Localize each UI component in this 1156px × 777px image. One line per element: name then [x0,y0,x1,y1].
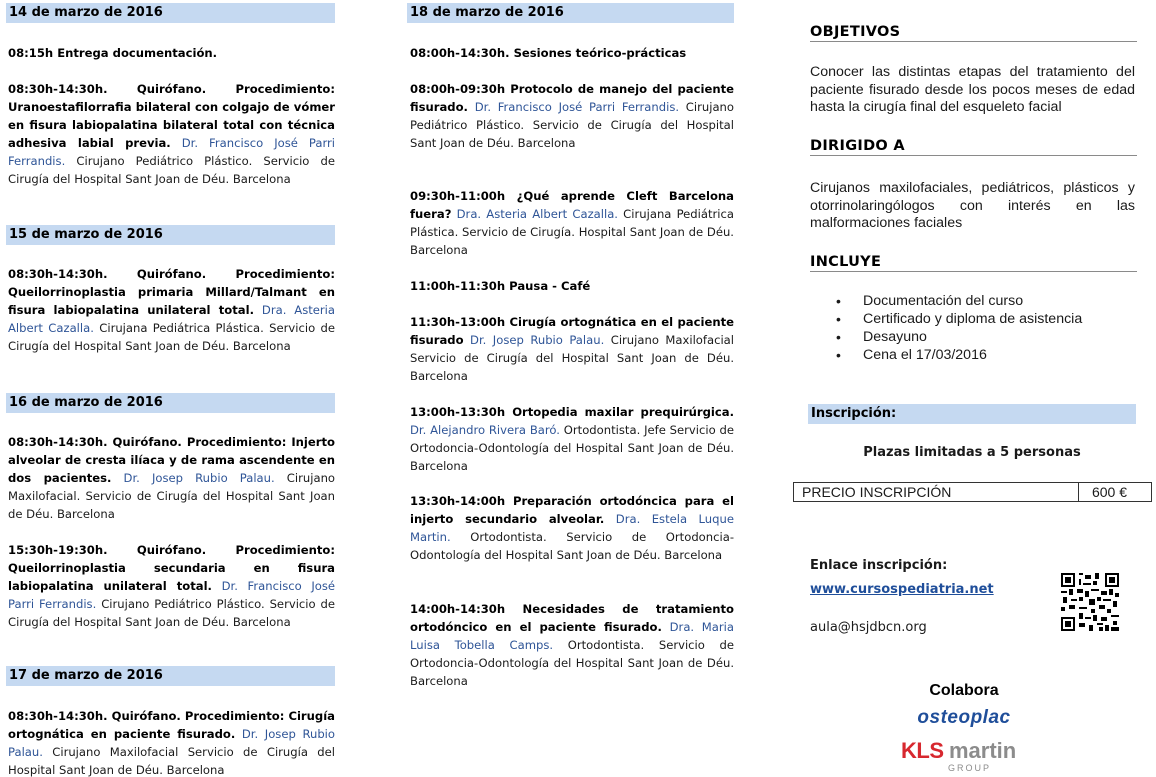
event-title: 08:30h-14:30h. Quirófano. Procedimiento: Uranoestafilorrafia bilateral con colgajo de vómer en fisura labiopalatina bilateral total con técnica adhesiva labial previa. [8,82,335,150]
event-title: 08:30h-14:30h. Quirófano. Procedimiento: Queilorrinoplastia primaria Millard/Talmant en fisura labiopalatina unilateral total. [8,267,335,317]
event-d4-quirofano [8,707,335,777]
registration-link[interactable]: www.cursospediatria.net [810,582,994,597]
doctor-affiliation: Ortodontista. Jefe Servicio de Ortodoncia-Odontología del Hospital Sant Joan de Déu. Barcelona [410,423,734,473]
event-entrega [8,44,335,62]
info-column [791,0,1151,777]
enlace-label: Enlace inscripción: [810,558,948,573]
doctor-affiliation: Cirujano Pediátrico Plástico. Servicio de Cirugía del Hospital Sant Joan de Déu. Barcelona [8,154,335,186]
osteoplac-logo: osteoplac [917,707,1011,728]
objetivos-title: OBJETIVOS [810,24,1137,42]
doctor-affiliation: Ortodontista. Servicio de Ortodoncia-Odontología del Hospital Sant Joan de Déu. Barcelona [410,530,734,562]
inscripcion-header: Inscripción: [808,404,1136,424]
kls-martin-logo [899,737,1034,775]
event-title: 15:30h-19:30h. Quirófano. Procedimiento: Queilorrinoplastia secundaria en fisura labiopalatina unilateral total. [8,543,335,593]
incluye-list [836,292,1136,364]
event-necesidades [410,600,734,690]
doctor-name: Dra. Maria Luisa Tobella Camps. [410,620,734,652]
bullet-icon: • [836,293,841,309]
doctor-affiliation: Cirujano Pediátrico Plástico. Servicio de Cirugía del Hospital Sant Joan de Déu. Barcelona [410,100,734,150]
doctor-name: Dr. Josep Rubio Palau. [8,727,335,759]
event-ortognatica [410,313,734,385]
svg-text:martin: martin [949,738,1017,763]
colabora-label: Colabora [929,682,999,699]
doctor-affiliation: Cirujana Pediátrica Plástica. Servicio de Cirugía del Hospital Sant Joan de Déu. Barcelona [8,321,336,353]
list-item [836,310,1136,328]
event-title: 08:00h-14:30h. Sesiones teórico-prácticas [410,46,687,60]
event-title: 08:30h-14:30h. Quirófano. Procedimiento: Cirugía ortognática en paciente fisurado. [8,709,335,741]
event-pausa [410,277,734,295]
event-title: 13:00h-13:30h Ortopedia maxilar prequirúrgica. [410,405,734,419]
bullet-icon: • [836,329,841,345]
doctor-affiliation: Cirujano Maxilofacial Servicio de Cirugía del Hospital Sant Joan de Déu. Barcelona [410,333,734,383]
svg-text:KLS: KLS [901,738,944,763]
event-title: 08:30h-14:30h. Quirófano. Procedimiento: Injerto alveolar de cresta ilíaca y de rama ascendente en dos pacientes. [8,435,335,485]
event-d3-quirofano-2 [8,541,335,631]
bullet-icon: • [836,311,841,327]
price-table [793,482,1152,502]
price-value: 600 € [1091,484,1127,500]
list-item-label: Certificado y diploma de asistencia [863,311,1083,327]
list-item [836,346,1136,364]
doctor-name: Dr. Francisco José Parri Ferrandis. [474,100,680,114]
list-item-label: Cena el 17/03/2016 [863,347,987,363]
list-item [836,292,1136,310]
doctor-name: Dr. Josep Rubio Palau. [470,333,605,347]
event-title-entrega: 08:15h Entrega documentación. [8,46,218,60]
incluye-title: INCLUYE [810,254,1137,272]
doctor-affiliation: Cirujana Pediátrica Plástica. Servicio de Cirugía. Hospital Sant Joan de Déu. Barcelona [410,207,734,257]
event-title: 11:30h-13:00h Cirugía ortognática en el paciente fisurado [410,315,734,347]
qr-code-icon [1061,573,1119,631]
bullet-icon: • [836,347,841,363]
day-header-18-marzo: 18 de marzo de 2016 [407,3,734,23]
event-cleft-barcelona [410,187,734,259]
doctor-name: Dr. Francisco José Parri Ferrandis. [8,579,336,611]
event-title: 13:30h-14:00h Preparación ortodóncica para el injerto secundario alveolar. [410,494,734,526]
day-header-17-marzo: 17 de marzo de 2016 [6,666,335,686]
contact-email: aula@hsjdbcn.org [810,620,927,635]
event-ortopedia [410,403,734,475]
dirigido-title: DIRIGIDO A [810,138,1137,156]
svg-text:GROUP: GROUP [948,763,992,773]
doctor-affiliation: Cirujano Pediátrico Plástico. Servicio de Cirugía del Hospital Sant Joan de Déu. Barcelona [8,597,335,629]
list-item-label: Documentación del curso [863,293,1024,309]
doctor-name: Dr. Francisco José Parri Ferrandis. [8,136,336,168]
event-sesiones [410,44,734,62]
doctor-affiliation: Cirujano Maxilofacial. Servicio de Cirugía del Hospital Sant Joan de Déu. Barcelona [8,471,336,521]
event-title: 11:00h-11:30h Pausa - Café [410,279,591,293]
event-preparacion [410,492,734,564]
event-title: 14:00h-14:30h Necesidades de tratamiento ortodóncico en el paciente fisurado. [410,602,734,634]
dirigido-text: Cirujanos maxilofaciales, pediátricos, plásticos y otorrinolaringólogos con interés en las malformaciones faciales [810,180,1135,231]
event-protocolo [410,80,734,152]
event-d1-quirofano [8,80,335,188]
price-label: PRECIO INSCRIPCIÓN [794,483,1079,501]
doctor-name: Dra. Asteria Albert Cazalla. [8,303,335,335]
day-header-16-marzo: 16 de marzo de 2016 [6,393,335,413]
doctor-affiliation: Ortodontista. Servicio de Ortodoncia-Odontología del Hospital Sant Joan de Déu. Barcelona [410,638,734,688]
event-d3-quirofano-1 [8,433,335,523]
event-title: 09:30h-11:00h ¿Qué aprende Cleft Barcelona fuera? [410,189,734,221]
plazas-text: Plazas limitadas a 5 personas [863,445,1081,460]
doctor-name: Dra. Asteria Albert Cazalla. [456,207,618,221]
doctor-name: Dra. Estela Luque Martin. [410,512,734,544]
event-d2-quirofano [8,265,335,355]
event-title: 08:00h-09:30h Protocolo de manejo del paciente fisurado. [410,82,734,114]
doctor-affiliation: Cirujano Maxilofacial Servicio de Cirugía del Hospital Sant Joan de Déu. Barcelona [8,745,335,777]
list-item-label: Desayuno [863,329,927,345]
doctor-name: Dr. Alejandro Rivera Baró. [410,423,560,437]
day-header-14-marzo: 14 de marzo de 2016 [6,3,335,23]
doctor-name: Dr. Josep Rubio Palau. [123,471,275,485]
objetivos-text: Conocer las distintas etapas del tratamiento del paciente fisurado desde los pocos meses de edad hasta la cirugía final del esqueleto facial [810,64,1135,115]
list-item [836,328,1136,346]
day-header-15-marzo: 15 de marzo de 2016 [6,225,335,245]
